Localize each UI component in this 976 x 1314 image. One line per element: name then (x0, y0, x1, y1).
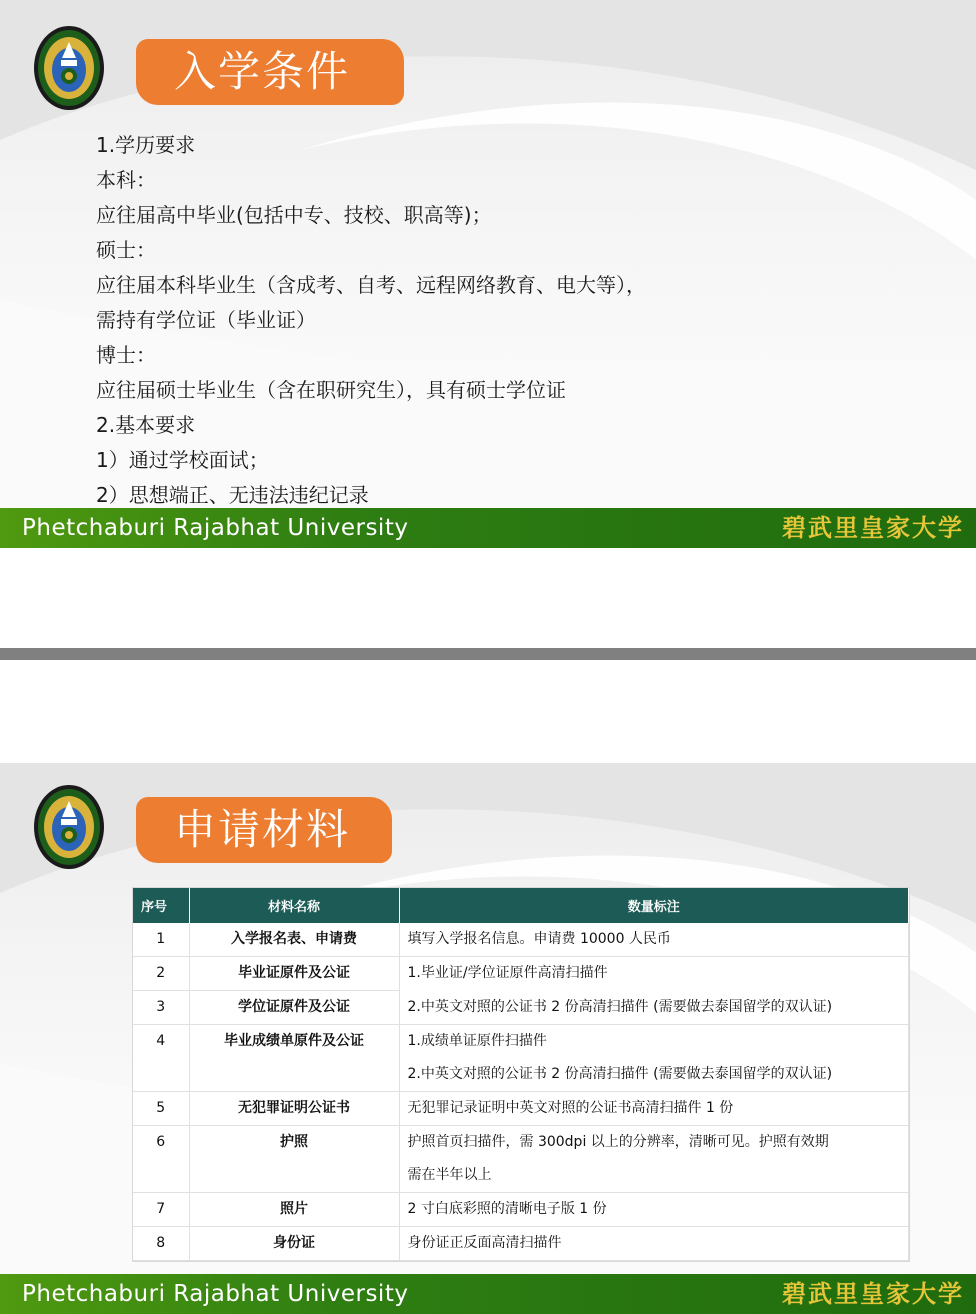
material-desc: 需在半年以上 (407, 1167, 492, 1183)
footer-university-name: Phetchaburi Rajabhat University (22, 515, 409, 541)
footer-university-name: Phetchaburi Rajabhat University (22, 1281, 409, 1307)
requirement-line: 2）思想端正、无违法违纪记录 (96, 483, 369, 507)
table-row (133, 991, 909, 1025)
requirement-line: 应往届本科毕业生（含成考、自考、远程网络教育、电大等）， (96, 273, 646, 297)
requirement-line: 硕士： (96, 238, 156, 262)
table-header-row (133, 888, 909, 923)
material-name: 学位证原件及公证 (238, 999, 350, 1015)
university-emblem-icon (32, 24, 106, 112)
footer-bar (0, 508, 976, 548)
column-header-name: 材料名称 (189, 888, 399, 923)
table-row (133, 957, 909, 991)
material-desc: 1.成绩单证原件扫描件 (407, 1033, 547, 1049)
requirements-list (96, 128, 646, 513)
requirement-line: 1.学历要求 (96, 133, 196, 157)
material-name: 毕业成绩单原件及公证 (224, 1033, 364, 1049)
material-desc: 护照首页扫描件，需 300dpi 以上的分辨率，清晰可见。护照有效期 (407, 1134, 829, 1150)
table-row (133, 1227, 909, 1261)
material-desc: 无犯罪记录证明中英文对照的公证书高清扫描件 1 份 (407, 1100, 734, 1116)
requirement-line: 本科： (96, 168, 156, 192)
material-desc: 填写入学报名信息。申请费 10000 人民币 (407, 931, 671, 947)
page-title: 申请材料 (136, 797, 392, 863)
table-row (133, 1092, 909, 1126)
material-name: 无犯罪证明公证书 (238, 1100, 350, 1116)
material-desc: 2.中英文对照的公证书 2 份高清扫描件 (需要做去泰国留学的双认证) (407, 998, 833, 1015)
university-emblem-icon (32, 783, 106, 871)
requirement-line: 2.基本要求 (96, 413, 196, 437)
footer-chinese-name: 碧武里皇家大学 (782, 513, 964, 542)
requirement-line: 应往届高中毕业(包括中专、技校、职高等)； (96, 203, 492, 227)
column-header-no: 序号 (133, 888, 189, 923)
requirement-line: 博士： (96, 343, 156, 367)
row-number: 6 (156, 1134, 166, 1150)
material-desc: 2 寸白底彩照的清晰电子版 1 份 (407, 1201, 607, 1217)
slide-gap (0, 660, 976, 763)
materials-table (132, 887, 910, 1262)
slide-application-materials (0, 763, 976, 1314)
row-number: 3 (156, 999, 166, 1015)
material-name: 照片 (280, 1201, 308, 1217)
row-number: 4 (156, 1033, 166, 1049)
footer-chinese-name: 碧武里皇家大学 (782, 1279, 964, 1308)
material-name: 护照 (280, 1134, 308, 1150)
requirement-line: 应往届硕士毕业生（含在职研究生），具有硕士学位证 (96, 378, 566, 402)
requirement-line: 1）通过学校面试； (96, 448, 269, 472)
row-number: 2 (156, 965, 166, 981)
material-desc: 身份证正反面高清扫描件 (407, 1235, 562, 1251)
column-header-desc: 数量标注 (399, 888, 909, 923)
row-number: 1 (156, 931, 166, 947)
material-name: 入学报名表、申请费 (231, 931, 357, 947)
material-desc: 2.中英文对照的公证书 2 份高清扫描件 (需要做去泰国留学的双认证) (407, 1066, 833, 1082)
material-desc: 1.毕业证/学位证原件高清扫描件 (407, 965, 608, 981)
table-row (133, 1025, 909, 1092)
page-title: 入学条件 (136, 39, 404, 105)
slide-admission-requirements (0, 0, 976, 548)
table-row (133, 1193, 909, 1227)
material-name: 身份证 (273, 1235, 315, 1251)
table-row (133, 1126, 909, 1193)
requirement-line: 需持有学位证（毕业证） (96, 308, 316, 332)
footer-bar (0, 1274, 976, 1314)
material-name: 毕业证原件及公证 (238, 965, 350, 981)
row-number: 7 (156, 1201, 166, 1217)
row-number: 5 (156, 1100, 166, 1116)
row-number: 8 (156, 1235, 166, 1251)
slide-gap (0, 548, 976, 648)
table-row (133, 923, 909, 957)
